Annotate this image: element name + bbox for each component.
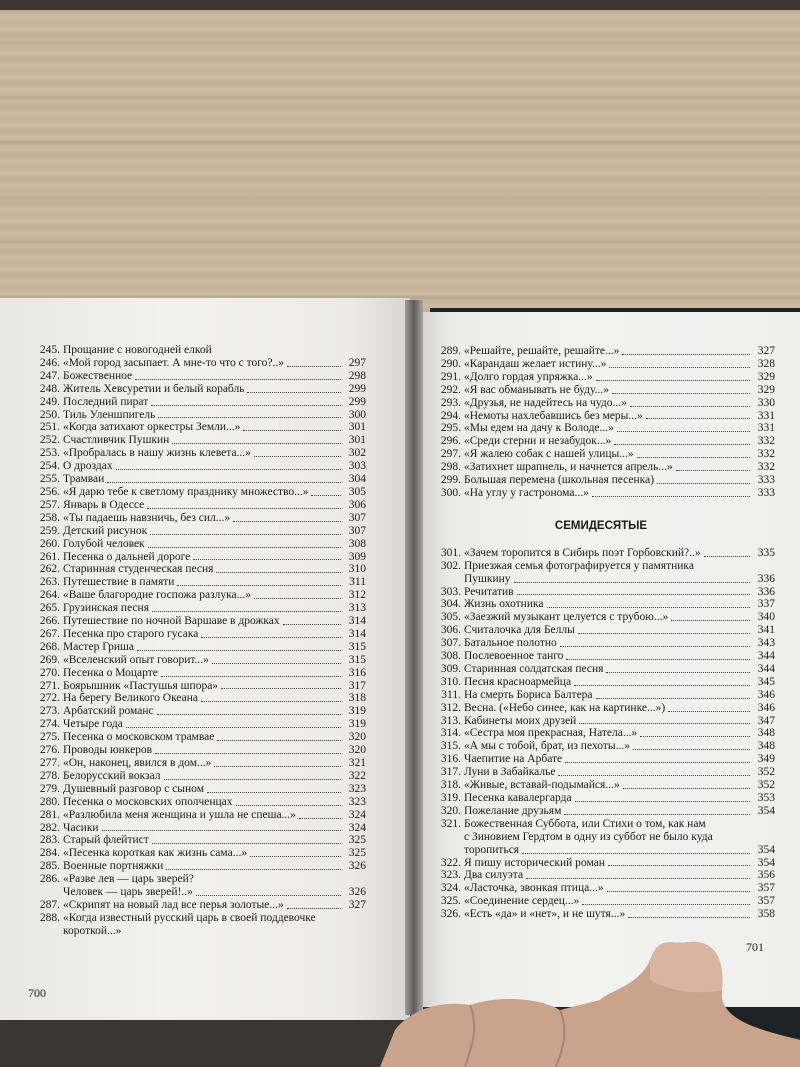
entry-number: 315. — [440, 740, 461, 753]
entry-page: 315 — [348, 653, 366, 666]
entry-title: Песенка про старого гусака — [63, 627, 199, 640]
entry-number: 307. — [440, 637, 461, 650]
entry-title-cont: с Зиновием Гердтом в одну из суббот не было куда — [464, 830, 713, 843]
entry-number: 308. — [440, 650, 461, 663]
entry-title: Песенка о московском трамвае — [63, 731, 215, 744]
entry-page: 340 — [757, 611, 775, 624]
entry-number: 262. — [39, 563, 60, 576]
entry-number: 253. — [39, 447, 60, 460]
entry-page: 352 — [757, 779, 775, 792]
entry-number: 254. — [39, 460, 60, 473]
entry-number: 245. — [39, 344, 60, 356]
entry-title: «Ты падаешь навзничь, без сил...» — [63, 511, 231, 524]
entry-title: «Вселенский опыт говорит...» — [63, 653, 209, 666]
entry-number: 306. — [440, 624, 461, 637]
entry-number: 275. — [39, 731, 60, 744]
entry-title: Боярышник «Пастушья шпора» — [63, 679, 219, 692]
entry-title: Жизнь охотника — [464, 598, 544, 611]
entry-number: 322. — [440, 856, 461, 869]
entry-number: 302. — [440, 559, 461, 572]
entry-number: 265. — [39, 602, 60, 615]
entry-number: 276. — [39, 744, 60, 757]
entry-page: 316 — [348, 666, 366, 679]
entry-title: «Среди стерни и незабудок...» — [464, 435, 612, 448]
entry-title: «Затихнет шрапнель, и начнется апрель...» — [464, 461, 673, 474]
entry-title: Я пишу исторический роман — [464, 856, 605, 869]
entry-page: 313 — [348, 602, 366, 615]
entry-page: 306 — [348, 498, 366, 511]
entry-number: 296. — [440, 435, 461, 448]
entry-number: 256. — [39, 485, 60, 498]
entry-page: 354 — [757, 856, 775, 869]
entry-page: 301 — [348, 421, 366, 434]
entry-page: 299 — [348, 382, 366, 395]
entry-number: 268. — [39, 640, 60, 653]
entry-number: 252. — [39, 434, 60, 447]
entry-title: «Друзья, не надейтесь на чудо...» — [464, 396, 627, 409]
entry-number: 274. — [39, 718, 60, 731]
entry-title: «Когда известный русский царь в своей поддевочке — [63, 911, 316, 924]
entry-page: 319 — [348, 705, 366, 718]
entry-number: 301. — [440, 546, 461, 559]
entry-page: 314 — [348, 627, 366, 640]
entry-title: Старинная студенческая песня — [63, 563, 214, 576]
entry-number: 295. — [440, 422, 461, 435]
entry-title-cont: короткой...» — [63, 924, 122, 937]
entry-title: «Я дарю тебе к светлому празднику множество...» — [63, 485, 309, 498]
entry-page: 333 — [757, 474, 775, 487]
entry-number: 299. — [440, 474, 461, 487]
entry-number: 263. — [39, 576, 60, 589]
entry-number: 269. — [39, 653, 60, 666]
entry-title: «Песенка короткая как жизнь сама...» — [63, 847, 248, 860]
entry-title: Проводы юнкеров — [63, 744, 153, 757]
entry-page: 336 — [757, 585, 775, 598]
entry-number: 261. — [39, 550, 60, 563]
entry-title: «Разлюбила меня женщина и ушла не спеша...» — [63, 808, 296, 821]
entry-page: 341 — [757, 624, 775, 637]
entry-page: 346 — [757, 701, 775, 714]
entry-number: 259. — [39, 524, 60, 537]
entry-number: 294. — [440, 409, 461, 422]
entry-title: «На углу у гастронома...» — [464, 486, 589, 499]
entry-page: 327 — [348, 898, 366, 911]
entry-number: 272. — [39, 692, 60, 705]
left-page-number: 700 — [28, 986, 46, 1000]
entry-page: 337 — [757, 598, 775, 611]
entry-number: 281. — [39, 808, 60, 821]
entry-title: «Сестра моя прекрасная, Натела...» — [464, 727, 638, 740]
entry-title: Трамваи — [63, 473, 105, 486]
entry-number: 285. — [39, 860, 60, 873]
entry-number: 251. — [39, 421, 60, 434]
entry-page: 307 — [348, 511, 366, 524]
entry-title: Житель Хевсуретии и белый корабль — [63, 382, 245, 395]
entry-number: 246. — [39, 356, 60, 369]
entry-number: 278. — [39, 769, 60, 782]
entry-number: 248. — [39, 382, 60, 395]
entry-title: Луни в Забайкалье — [464, 766, 556, 779]
entry-title: Душевный разговор с сыном — [63, 782, 204, 795]
entry-page: 303 — [348, 460, 366, 473]
entry-title: На берегу Великого Океана — [63, 692, 198, 705]
entry-page: 321 — [348, 757, 366, 769]
entry-page: 358 — [757, 908, 775, 921]
entry-number: 280. — [39, 795, 60, 808]
entry-title: Послевоенное танго — [464, 650, 564, 663]
entry-title: «Есть «да» и «нет», и не шутя...» — [464, 908, 626, 921]
entry-page: 357 — [757, 895, 775, 908]
entry-page: 329 — [757, 370, 775, 383]
entry-page: 352 — [757, 766, 775, 779]
entry-page: 332 — [757, 435, 775, 448]
entry-title: Речитатив — [464, 585, 514, 598]
entry-number: 271. — [39, 679, 60, 692]
entry-title: Счастливчик Пушкин — [63, 434, 170, 447]
entry-number: 297. — [440, 448, 461, 461]
entry-number: 325. — [440, 895, 461, 908]
entry-number: 250. — [39, 408, 60, 421]
entry-title-cont: торопиться — [464, 843, 520, 856]
entry-title: Грузинская песня — [63, 602, 150, 615]
entry-title: Песня красноармейца — [464, 675, 572, 688]
entry-number: 260. — [39, 537, 60, 550]
entry-number: 291. — [440, 370, 461, 383]
entry-page: 353 — [757, 792, 775, 804]
entry-page: 325 — [348, 847, 366, 860]
entry-title: Детский рисунок — [63, 524, 148, 537]
entry-page: 354 — [757, 843, 775, 856]
entry-title: Божественное — [63, 369, 133, 382]
entry-title: Голубой человек — [63, 537, 145, 550]
entry-page: 325 — [348, 834, 366, 847]
entry-title: «Я вас обманывать не буду...» — [464, 383, 609, 396]
entry-page: 309 — [348, 550, 366, 563]
entry-title: Большая перемена (школьная песенка) — [464, 474, 655, 487]
entry-page: 329 — [757, 383, 775, 396]
entry-title: «Живые, вставай-подымайся...» — [464, 779, 620, 792]
entry-number: 321. — [440, 817, 461, 830]
entry-title: Два силуэта — [464, 869, 524, 882]
entry-number: 273. — [39, 705, 60, 718]
entry-number: 323. — [440, 869, 461, 882]
entry-number: 298. — [440, 461, 461, 474]
entry-page: 315 — [348, 640, 366, 653]
entry-page: 356 — [757, 869, 775, 882]
entry-page: 310 — [348, 563, 366, 576]
entry-page: 305 — [348, 485, 366, 498]
entry-number: 326. — [440, 908, 461, 921]
entry-page: 324 — [348, 808, 366, 821]
entry-title: «Мой город засыпает. А мне-то что с того?..» — [63, 356, 285, 369]
entry-page: 348 — [757, 727, 775, 740]
entry-title: Старинная солдатская песня — [464, 662, 604, 675]
entry-page: 330 — [757, 396, 775, 409]
entry-title: «Он, наконец, явился в дом...» — [63, 757, 212, 769]
entry-number: 312. — [440, 701, 461, 714]
entry-page: 344 — [757, 650, 775, 663]
entry-number: 318. — [440, 779, 461, 792]
entry-number: 270. — [39, 666, 60, 679]
entry-title: «Я жалею собак с нашей улицы...» — [464, 448, 634, 461]
entry-title: Тиль Уленшпигель — [63, 408, 156, 421]
entry-page: 323 — [348, 795, 366, 808]
entry-title: «Скрипят на новый лад все перья золотые...» — [63, 898, 284, 911]
entry-title: «Ласточка, звонкая птица...» — [464, 882, 604, 895]
entry-page: 326 — [348, 886, 366, 899]
entry-title: Считалочка для Беллы — [464, 624, 575, 637]
entry-page: 345 — [757, 675, 775, 688]
entry-number: 277. — [39, 757, 60, 769]
entry-page: 299 — [348, 395, 366, 408]
entry-number: 313. — [440, 714, 461, 727]
entry-page: 328 — [757, 357, 775, 370]
entry-title: Мастер Гриша — [63, 640, 134, 653]
entry-number: 300. — [440, 486, 461, 499]
entry-number: 279. — [39, 782, 60, 795]
entry-page: 348 — [757, 740, 775, 753]
entry-page: 297 — [348, 356, 366, 369]
entry-title: «Разве лев — царь зверей? — [63, 873, 194, 886]
entry-number: 310. — [440, 675, 461, 688]
entry-title: «Мы едем на дачу к Володе...» — [464, 422, 614, 435]
entry-title: Белорусский вокзал — [63, 769, 161, 782]
entry-title: «Соединение сердец...» — [464, 895, 580, 908]
entry-title: Прощание с новогодней елкой — [63, 344, 212, 356]
entry-page: 326 — [348, 860, 366, 873]
entry-number: 289. — [440, 345, 461, 357]
entry-number: 287. — [39, 898, 60, 911]
entry-page: 298 — [348, 369, 366, 382]
entry-page: 324 — [348, 821, 366, 834]
entry-number: 293. — [440, 396, 461, 409]
entry-title: Божественная Суббота, или Стихи о том, как нам — [464, 817, 706, 830]
entry-page: 332 — [757, 448, 775, 461]
entry-page: 320 — [348, 731, 366, 744]
section-heading: СЕМИДЕСЯТЫЕ — [554, 519, 648, 532]
entry-title: Песенка о Моцарте — [63, 666, 158, 679]
entry-page: 320 — [348, 744, 366, 757]
entry-page: 347 — [757, 714, 775, 727]
entry-number: 319. — [440, 792, 461, 804]
entry-title-cont: Пушкину — [464, 572, 511, 585]
entry-number: 258. — [39, 511, 60, 524]
entry-title: Весна. («Небо синее, как на картинке...») — [464, 701, 666, 714]
entry-page: 346 — [757, 688, 775, 701]
entry-title: Путешествие по ночной Варшаве в дрожках — [63, 615, 280, 628]
entry-page: 332 — [757, 461, 775, 474]
entry-title: Песенка о московских ополченцах — [63, 795, 233, 808]
entry-number: 282. — [39, 821, 60, 834]
entry-number: 304. — [440, 598, 461, 611]
entry-title: Январь в Одессе — [63, 498, 145, 511]
entry-page: 304 — [348, 473, 366, 486]
entry-number: 292. — [440, 383, 461, 396]
right-page-number: 701 — [746, 940, 764, 954]
entry-page: 344 — [757, 662, 775, 675]
entry-title: Путешествие в памяти — [63, 576, 175, 589]
entry-page: 300 — [348, 408, 366, 421]
entry-number: 286. — [39, 873, 60, 886]
entry-title: «Заезжий музыкант целуется с трубою...» — [464, 611, 669, 624]
entry-title: Батальное полотно — [464, 637, 557, 650]
entry-number: 290. — [440, 357, 461, 370]
entry-number: 247. — [39, 369, 60, 382]
entry-page: 314 — [348, 615, 366, 628]
entry-number: 305. — [440, 611, 461, 624]
entry-page: 302 — [348, 447, 366, 460]
entry-title: «Зачем торопится в Сибирь поэт Горбовский?..» — [464, 546, 701, 559]
entry-title: Песенка о дальней дороге — [63, 550, 191, 563]
entry-number: 255. — [39, 473, 60, 486]
entry-page: 357 — [757, 882, 775, 895]
entry-title: Пожелание друзьям — [464, 804, 562, 817]
entry-page: 307 — [348, 524, 366, 537]
entry-title: Приезжая семья фотографируется у памятника — [464, 559, 694, 572]
entry-page: 322 — [348, 769, 366, 782]
entry-number: 257. — [39, 498, 60, 511]
entry-page: 327 — [757, 345, 775, 357]
entry-page: 319 — [348, 718, 366, 731]
entry-page: 333 — [757, 486, 775, 499]
entry-title: Арбатский романс — [63, 705, 154, 718]
entry-page: 349 — [757, 753, 775, 766]
entry-number: 288. — [39, 911, 60, 924]
entry-number: 249. — [39, 395, 60, 408]
entry-title: Песенка кавалергарда — [464, 792, 572, 804]
entry-page: 331 — [757, 409, 775, 422]
entry-page: 335 — [757, 546, 775, 559]
entry-title: О дроздах — [63, 460, 113, 473]
entry-number: 266. — [39, 615, 60, 628]
entry-page: 301 — [348, 434, 366, 447]
entry-page: 317 — [348, 679, 366, 692]
entry-page: 323 — [348, 782, 366, 795]
entry-title: Старый флейтист — [63, 834, 149, 847]
entry-page: 311 — [349, 576, 366, 589]
entry-title: «Карандаш желает истину...» — [464, 357, 607, 370]
entry-title: «Решайте, решайте, решайте...» — [464, 345, 620, 357]
entry-number: 324. — [440, 882, 461, 895]
entry-page: 354 — [757, 804, 775, 817]
entry-title: Чаепитие на Арбате — [464, 753, 563, 766]
entry-page: 312 — [348, 589, 366, 602]
entry-number: 303. — [440, 585, 461, 598]
entry-page: 308 — [348, 537, 366, 550]
entry-title: Последний пират — [63, 395, 149, 408]
entry-title-cont: Человек — царь зверей!..» — [63, 886, 193, 899]
entry-title: Часики — [63, 821, 99, 834]
entry-title: «Ваше благородие госпожа разлука...» — [63, 589, 251, 602]
entry-title: «Долго гордая упряжка...» — [464, 370, 593, 383]
entry-number: 316. — [440, 753, 461, 766]
entry-title: «Когда затихают оркестры Земли...» — [63, 421, 241, 434]
entry-page: 318 — [348, 692, 366, 705]
entry-title: «Немоты нахлебавшись без меры...» — [464, 409, 643, 422]
entry-page: 331 — [757, 422, 775, 435]
entry-number: 314. — [440, 727, 461, 740]
entry-title: На смерть Бориса Балтера — [464, 688, 593, 701]
entry-number: 283. — [39, 834, 60, 847]
entry-title: Четыре года — [63, 718, 123, 731]
entry-number: 267. — [39, 627, 60, 640]
entry-number: 284. — [39, 847, 60, 860]
entry-number: 264. — [39, 589, 60, 602]
entry-title: «Пробралась в нашу жизнь клевета...» — [63, 447, 251, 460]
entry-page: 343 — [757, 637, 775, 650]
entry-number: 309. — [440, 662, 461, 675]
entry-number: 311. — [441, 688, 461, 701]
entry-title: «А мы с тобой, брат, из пехоты...» — [464, 740, 630, 753]
entry-page: 336 — [757, 572, 775, 585]
entry-number: 320. — [440, 804, 461, 817]
entry-title: Военные портняжки — [63, 860, 164, 873]
entry-number: 317. — [440, 766, 461, 779]
entry-title: Кабинеты моих друзей — [464, 714, 577, 727]
